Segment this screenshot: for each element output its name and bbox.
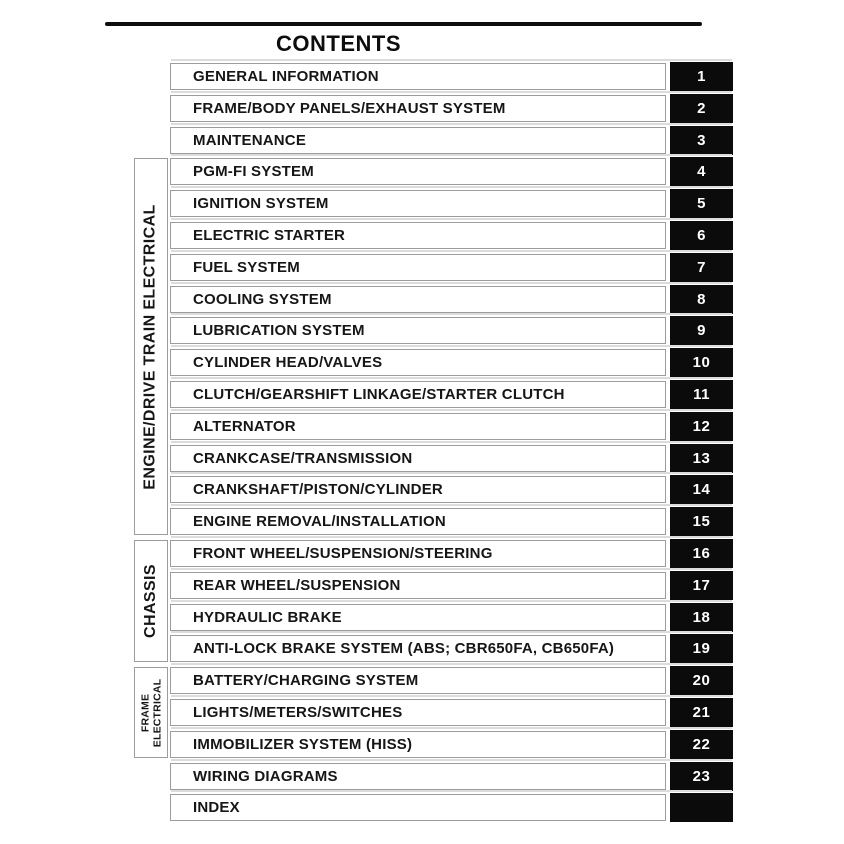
toc-row-label-box <box>170 317 666 344</box>
chapter-number: 15 <box>692 513 711 530</box>
toc-row-label-box <box>170 286 666 313</box>
toc-row-label: FRAME/BODY PANELS/EXHAUST SYSTEM <box>193 100 506 117</box>
side-group-frame-electrical <box>134 667 168 758</box>
toc-row[interactable] <box>170 794 733 821</box>
chapter-number: 20 <box>692 672 711 689</box>
toc-row-label-box <box>170 158 666 185</box>
chapter-number: 12 <box>692 418 711 435</box>
toc-row[interactable] <box>170 254 733 281</box>
chapter-number: 7 <box>697 259 706 276</box>
chapter-number: 11 <box>693 386 710 403</box>
toc-row-label-box <box>170 635 666 662</box>
toc-row[interactable] <box>170 222 733 249</box>
toc-row-label-box <box>170 381 666 408</box>
toc-row-label: BATTERY/CHARGING SYSTEM <box>193 672 419 689</box>
toc-row-label: HYDRAULIC BRAKE <box>193 609 342 626</box>
chapter-number-box <box>670 285 733 314</box>
chapter-number-box <box>670 539 733 568</box>
chapter-number: 13 <box>692 450 711 467</box>
toc-row[interactable] <box>170 445 733 472</box>
chapter-number-box <box>670 762 733 791</box>
side-group-label: CHASSIS <box>142 564 159 638</box>
chapter-number: 19 <box>692 640 711 657</box>
toc-row-label: CYLINDER HEAD/VALVES <box>193 354 383 371</box>
chapter-number: 9 <box>697 322 706 339</box>
toc-row-label: FRONT WHEEL/SUSPENSION/STEERING <box>193 545 493 562</box>
toc-row-label: ELECTRIC STARTER <box>193 227 346 244</box>
toc-row[interactable] <box>170 731 733 758</box>
side-group-label <box>139 678 163 747</box>
toc-row-label-box <box>170 95 666 122</box>
chapter-number-box <box>670 316 733 345</box>
chapter-number-box <box>670 507 733 536</box>
toc-row[interactable] <box>170 127 733 154</box>
chapter-number: 6 <box>697 227 706 244</box>
toc-row-label: CRANKCASE/TRANSMISSION <box>193 450 413 467</box>
toc-row-label: ALTERNATOR <box>193 418 296 435</box>
toc-row-label: CRANKSHAFT/PISTON/CYLINDER <box>193 481 443 498</box>
toc-row-label-box <box>170 413 666 440</box>
toc-row[interactable] <box>170 508 733 535</box>
chapter-number-box <box>670 157 733 186</box>
chapter-number: 18 <box>692 609 711 626</box>
toc-row-label-box <box>170 63 666 90</box>
toc-row-label-box <box>170 794 666 821</box>
chapter-number-box <box>670 412 733 441</box>
toc-row-label: ENGINE REMOVAL/INSTALLATION <box>193 513 446 530</box>
chapter-number-box <box>670 793 733 822</box>
toc-row-label: PGM-FI SYSTEM <box>193 163 314 180</box>
chapter-number: 14 <box>692 481 711 498</box>
page-title: CONTENTS <box>276 31 401 56</box>
chapter-number-box <box>670 380 733 409</box>
chapter-number: 10 <box>692 354 711 371</box>
chapter-number-box <box>670 634 733 663</box>
chapter-number-box <box>670 475 733 504</box>
chapter-number-box <box>670 603 733 632</box>
toc-row[interactable] <box>170 190 733 217</box>
toc-row-label-box <box>170 540 666 567</box>
toc-row[interactable] <box>170 699 733 726</box>
toc-row[interactable] <box>170 635 733 662</box>
toc-row-label-box <box>170 349 666 376</box>
toc-row[interactable] <box>170 381 733 408</box>
chapter-number-box <box>670 698 733 727</box>
toc-row-label-box <box>170 222 666 249</box>
toc-row-label: WIRING DIAGRAMS <box>193 768 338 785</box>
toc-row-label: CLUTCH/GEARSHIFT LINKAGE/STARTER CLUTCH <box>193 386 565 403</box>
toc-row-label: IMMOBILIZER SYSTEM (HISS) <box>193 736 413 753</box>
toc-row[interactable] <box>170 763 733 790</box>
toc-row[interactable] <box>170 540 733 567</box>
toc-row[interactable] <box>170 63 733 90</box>
chapter-number: 22 <box>692 736 711 753</box>
toc-row-label: ANTI-LOCK BRAKE SYSTEM (ABS; CBR650FA, CB650FA) <box>193 640 615 657</box>
chapter-number-box <box>670 221 733 250</box>
side-group-label-line-1: FRAME <box>139 693 151 732</box>
toc-row[interactable] <box>170 286 733 313</box>
side-group-chassis <box>134 540 168 662</box>
chapter-number: 2 <box>697 100 706 117</box>
toc-row-label-box <box>170 731 666 758</box>
toc-row[interactable] <box>170 413 733 440</box>
chapter-number: 5 <box>697 195 706 212</box>
toc-row[interactable] <box>170 158 733 185</box>
chapter-number: 4 <box>697 163 706 180</box>
chapter-number-box <box>670 62 733 91</box>
toc-row[interactable] <box>170 349 733 376</box>
chapter-number-box <box>670 94 733 123</box>
chapter-number: 21 <box>692 704 711 721</box>
chapter-number-box <box>670 571 733 600</box>
toc-row-label-box <box>170 604 666 631</box>
toc-row-label-box <box>170 445 666 472</box>
side-group-label: ENGINE/DRIVE TRAIN ELECTRICAL <box>142 203 160 490</box>
toc-row[interactable] <box>170 604 733 631</box>
toc-row[interactable] <box>170 317 733 344</box>
toc-row-label: COOLING SYSTEM <box>193 291 332 308</box>
toc-row-label-box <box>170 699 666 726</box>
chapter-number: 17 <box>692 577 711 594</box>
toc-row-label-box <box>170 254 666 281</box>
chapter-number-box <box>670 253 733 282</box>
toc-row-label: INDEX <box>193 799 240 816</box>
toc-row[interactable] <box>170 476 733 503</box>
toc-row-label: REAR WHEEL/SUSPENSION <box>193 577 401 594</box>
toc-row[interactable] <box>170 95 733 122</box>
chapter-number-box <box>670 348 733 377</box>
toc-row-label: IGNITION SYSTEM <box>193 195 329 212</box>
chapter-number: 3 <box>697 132 706 149</box>
chapter-number-box <box>670 730 733 759</box>
chapter-number-box <box>670 189 733 218</box>
toc-row-label-box <box>170 508 666 535</box>
toc-row-label-box <box>170 190 666 217</box>
toc-row-label: LIGHTS/METERS/SWITCHES <box>193 704 403 721</box>
toc-row-label: LUBRICATION SYSTEM <box>193 322 365 339</box>
toc-row-label-box <box>170 572 666 599</box>
chapter-number-box <box>670 444 733 473</box>
side-group-engine-drive-train-electrical <box>134 158 168 535</box>
side-group-label-line-2: ELECTRICAL <box>151 678 163 747</box>
chapter-number: 1 <box>697 68 706 85</box>
chapter-number-box <box>670 126 733 155</box>
toc-row[interactable] <box>170 667 733 694</box>
chapter-number: 23 <box>692 768 711 785</box>
chapter-number-box <box>670 666 733 695</box>
toc-row-label: GENERAL INFORMATION <box>193 68 379 85</box>
toc-row-label-box <box>170 127 666 154</box>
toc-row-label: FUEL SYSTEM <box>193 259 300 276</box>
toc-row[interactable] <box>170 572 733 599</box>
toc-row-label-box <box>170 667 666 694</box>
toc-row-label: MAINTENANCE <box>193 132 307 149</box>
toc-row-label-box <box>170 763 666 790</box>
chapter-number: 8 <box>697 291 706 308</box>
toc-row-label-box <box>170 476 666 503</box>
chapter-number: 16 <box>692 545 711 562</box>
